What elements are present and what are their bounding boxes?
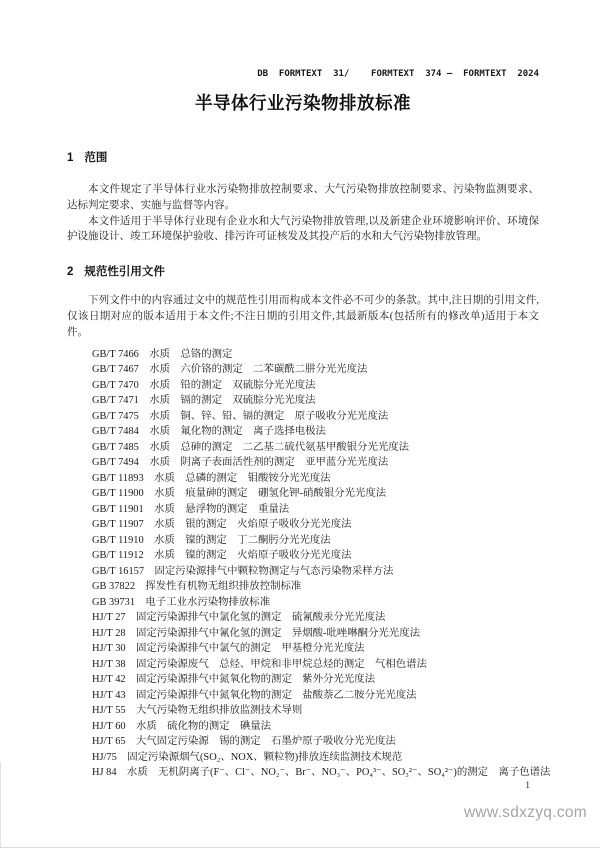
reference-item: GB/T 11907 水质 银的测定 火焰原子吸收分光光度法 <box>92 519 352 531</box>
section-1-heading <box>67 151 539 165</box>
reference-item: HJ/T 30 固定污染源排气中氯气的测定 甲基橙分光光度法 <box>92 643 365 655</box>
reference-item: GB/T 7485 水质 总砷的测定 二乙基二硫代氨基甲酸银分光光度法 <box>92 441 410 453</box>
standard-code-header: DB FORMTEXT 31/ FORMTEXT 374 — FORMTEXT 2024 <box>257 69 539 79</box>
reference-item: GB 39731 电子工业水污染物排放标准 <box>92 596 271 608</box>
page-number: 1 <box>525 781 530 791</box>
reference-item: HJ/75 固定污染源烟气(SO₂、NOX、颗粒物)排放连续监测技术规范 <box>92 751 403 763</box>
section-1-number: 1 <box>67 152 74 164</box>
reference-item: HJ/T 65 大气固定污染源 锡的测定 石墨炉原子吸收分光光度法 <box>92 736 396 748</box>
reference-item: HJ/T 42 固定污染源排气中氮氧化物的测定 紫外分光光度法 <box>92 674 375 686</box>
section-2-title: 规范性引用文件 <box>84 266 165 279</box>
references-intro: 下列文件中的内容通过文中的规范性引用而构成本文件必不可少的条款。其中,注日期的引用文件,仅该日期对应的版本适用于本文件;不注日期的引用文件,其最新版本(包括所有的修改单)适用于本文件。 <box>67 295 539 338</box>
reference-item: GB/T 16157 固定污染源排气中颗粒物测定与气态污染物采样方法 <box>92 565 394 577</box>
section-2-heading <box>67 265 539 279</box>
document-title: 半导体行业污染物排放标准 <box>195 93 411 113</box>
reference-item: GB/T 7484 水质 氟化物的测定 离子选择电极法 <box>92 426 326 438</box>
reference-item: HJ/T 60 水质 硫化物的测定 碘量法 <box>92 720 272 732</box>
reference-item: GB/T 11893 水质 总磷的测定 钼酸铵分光光度法 <box>92 472 331 484</box>
reference-item: GB 37822 挥发性有机物无组织排放控制标准 <box>92 581 302 593</box>
reference-item: HJ/T 38 固定污染源废气 总烃、甲烷和非甲烷总烃的测定 气相色谱法 <box>92 658 427 670</box>
reference-item: GB/T 7467 水质 六价铬的测定 二苯碳酰二肼分光光度法 <box>92 364 368 376</box>
reference-item: GB/T 7470 水质 铅的测定 双硫腙分光光度法 <box>92 379 316 391</box>
reference-item: GB/T 7494 水质 阴离子表面活性剂的测定 亚甲蓝分光光度法 <box>92 457 389 469</box>
reference-item: GB/T 11912 水质 镍的测定 火焰原子吸收分光光度法 <box>92 550 352 562</box>
reference-item: HJ/T 27 固定污染源排气中氯化氢的测定 硫氰酸汞分光光度法 <box>92 612 386 624</box>
reference-item: HJ 84 水质 无机阴离子(F⁻、Cl⁻、NO₂⁻、Br⁻、NO₃⁻、PO₄³⁻、SO₃²⁻、SO₄²⁻)的测定 离子色谱法 <box>92 767 551 779</box>
reference-list <box>67 347 551 781</box>
scope-paragraph: 本文件适用于半导体行业现有企业水和大气污染物排放管理,以及新建企业环境影响评价、环境保护设施设计、竣工环境保护验收、排污许可证核发及其投产后的水和大气污染物排放管理。 <box>67 215 539 243</box>
scope-paragraph: 本文件规定了半导体行业水污染物排放控制要求、大气污染物排放控制要求、污染物监测要求、达标判定要求、实施与监督等内容。 <box>67 184 539 211</box>
reference-item: HJ/T 55 大气污染物无组织排放监测技术导则 <box>92 705 303 717</box>
reference-item: GB/T 11910 水质 镍的测定 丁二酮肟分光光度法 <box>92 534 331 546</box>
page-left-edge <box>0 762 1 848</box>
reference-item: GB/T 7471 水质 镉的测定 双硫腙分光光度法 <box>92 395 316 407</box>
reference-item: GB/T 11901 水质 悬浮物的测定 重量法 <box>92 503 290 515</box>
reference-item: GB/T 7475 水质 铜、锌、铅、镉的测定 原子吸收分光光度法 <box>92 410 389 422</box>
section-1-title: 范围 <box>84 152 108 164</box>
reference-item: HJ/T 28 固定污染源排气中氰化氢的测定 异烟酸-吡唑啉酮分光光度法 <box>92 627 420 639</box>
reference-item: GB/T 7466 水质 总铬的测定 <box>92 348 233 360</box>
section-2-number: 2 <box>67 266 74 279</box>
reference-item: GB/T 11900 水质 痕量砷的测定 硼氢化钾-硝酸银分光光度法 <box>92 488 387 500</box>
reference-item: HJ/T 43 固定污染源排气中氮氧化物的测定 盐酸萘乙二胺分光光度法 <box>92 689 417 701</box>
watermark-url: www.sdxzyq.com <box>463 804 587 821</box>
page-content <box>67 0 551 781</box>
